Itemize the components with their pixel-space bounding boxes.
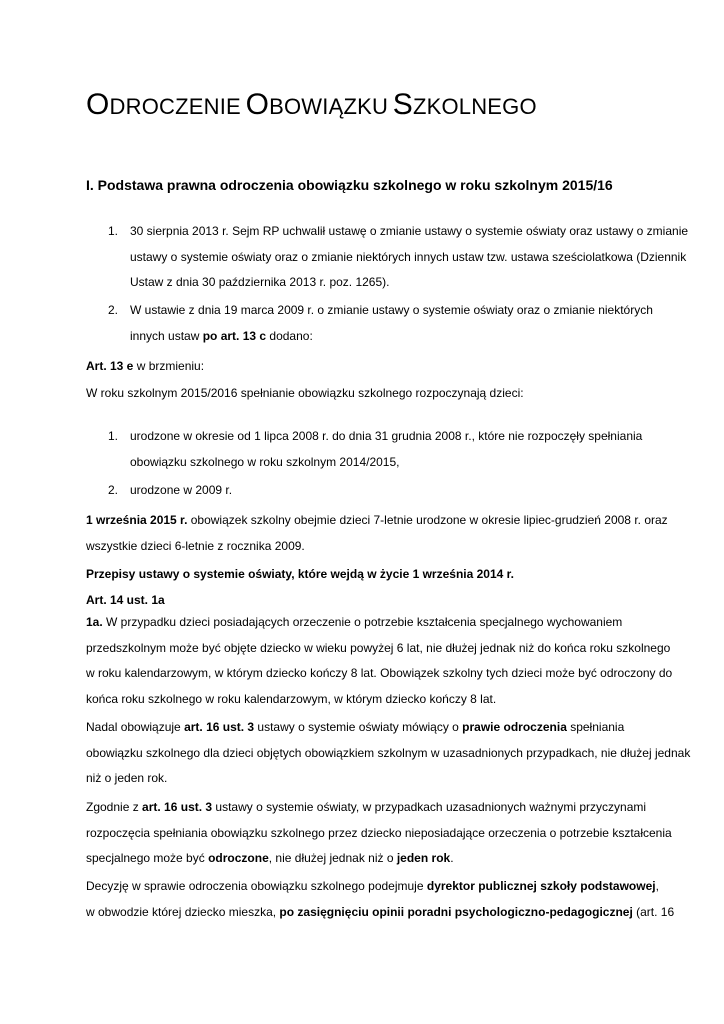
text-line: wszystkie dzieci 6-letnie z rocznika 2009. [86,538,305,553]
text-line: rozpoczęcia spełniania obowiązku szkolnego przez dziecko nieposiadające orzeczenia o potrzebie kształcenia [86,825,672,840]
paragraph [86,874,674,925]
article-label: Art. 13 e w brzmieniu: [86,359,205,373]
title-word: BOWIĄZKU [269,94,389,119]
text-line: obowiązku szkolnego w roku szkolnym 2014/2015, [130,454,400,469]
text-line: niż o jeden rok. [86,771,168,785]
text-line: specjalnego może być odroczone, nie dłużej jednak niż o jeden rok. [86,851,454,865]
text-line: przedszkolnym może być objęte dziecko w wieku powyżej 6 lat, nie dłużej jednak niż do końca roku szkolnego [86,640,671,655]
text-line: 30 sierpnia 2013 r. Sejm RP uchwalił ustawę o zmianie ustawy o systemie oświaty oraz ustawy o zmianie [130,224,689,238]
list-number: 2. [108,303,119,317]
text-line: urodzone w okresie od 1 lipca 2008 r. do dnia 31 grudnia 2008 r., które nie rozpoczęły spełniania [130,429,643,443]
list-number: 1. [108,224,119,238]
paragraph [86,610,672,712]
title-initial: O [86,88,110,121]
title-initial: S [392,88,413,121]
text-line: 1 września 2015 r. obowiązek szkolny obejmie dzieci 7-letnie urodzone w okresie lipiec-grudzień 2008 r. oraz [86,513,668,527]
title-initial: O [245,88,270,121]
text-line: urodzone w 2009 r. [130,483,233,497]
text-line: innych ustaw po art. 13 c dodano: [130,328,313,343]
list-number: 2. [108,483,119,497]
document-title [86,88,537,122]
text-line: ustawy o systemie oświaty oraz o zmianie niektórych innych ustaw tzw. ustawa sześciolatkowa (Dziennik [130,249,687,264]
text-line: Ustaw z dnia 30 października 2013 r. poz. 1265). [130,275,390,289]
section-heading: I. Podstawa prawna odroczenia obowiązku szkolnego w roku szkolnym 2015/16 [86,177,613,193]
paragraph [86,715,690,792]
list-number: 1. [108,429,119,443]
subheading: Przepisy ustawy o systemie oświaty, które wejdą w życie 1 września 2014 r. [86,567,514,581]
text-line: Zgodnie z art. 16 ust. 3 ustawy o systemie oświaty, w przypadkach uzasadnionych ważnymi przyczynami [86,800,647,814]
text-line: końca roku szkolnego w roku kalendarzowym, w którym dziecko kończy 8 lat. [86,691,497,706]
paragraph [86,795,672,872]
list-item [130,298,653,349]
text-line: obowiązku szkolnego dla dzieci objętych obowiązkiem szkolnym w uzasadnionych przypadkach, nie dłużej jednak [86,745,691,760]
text-line: 1a. W przypadku dzieci posiadających orzeczenie o potrzebie kształcenia specjalnego wychowaniem [86,615,623,629]
bold-ref: po art. 13 c [202,328,267,343]
text-line: w roku kalendarzowym, w którym dziecko kończy 8 lat. Obowiązek szkolny tych dzieci może być odroczony do [86,666,673,680]
list-item [130,424,642,475]
title-word: ZKOLNEGO [412,94,537,119]
paragraph [86,562,514,613]
text-line: w obwodzie której dziecko mieszka, po zasięgnięciu opinii poradni psychologiczno-pedagogicznej (art. 16 [86,904,675,919]
list-item [130,219,688,296]
paragraph [86,508,668,559]
title-word: DROCZENIE [109,94,241,119]
article-label: Art. 14 ust. 1a [86,592,165,607]
text-line: Decyzję w sprawie odroczenia obowiązku szkolnego podejmuje dyrektor publicznej szkoły podstawowej, [86,879,659,893]
text-line: W ustawie z dnia 19 marca 2009 r. o zmianie ustawy o systemie oświaty oraz o zmianie niektórych [130,303,653,317]
paragraph: W roku szkolnym 2015/2016 spełnianie obowiązku szkolnego rozpoczynają dzieci: [86,386,524,400]
list-item [130,478,232,504]
text-line: Nadal obowiązuje art. 16 ust. 3 ustawy o systemie oświaty mówiący o prawie odroczenia spełniania [86,720,625,734]
